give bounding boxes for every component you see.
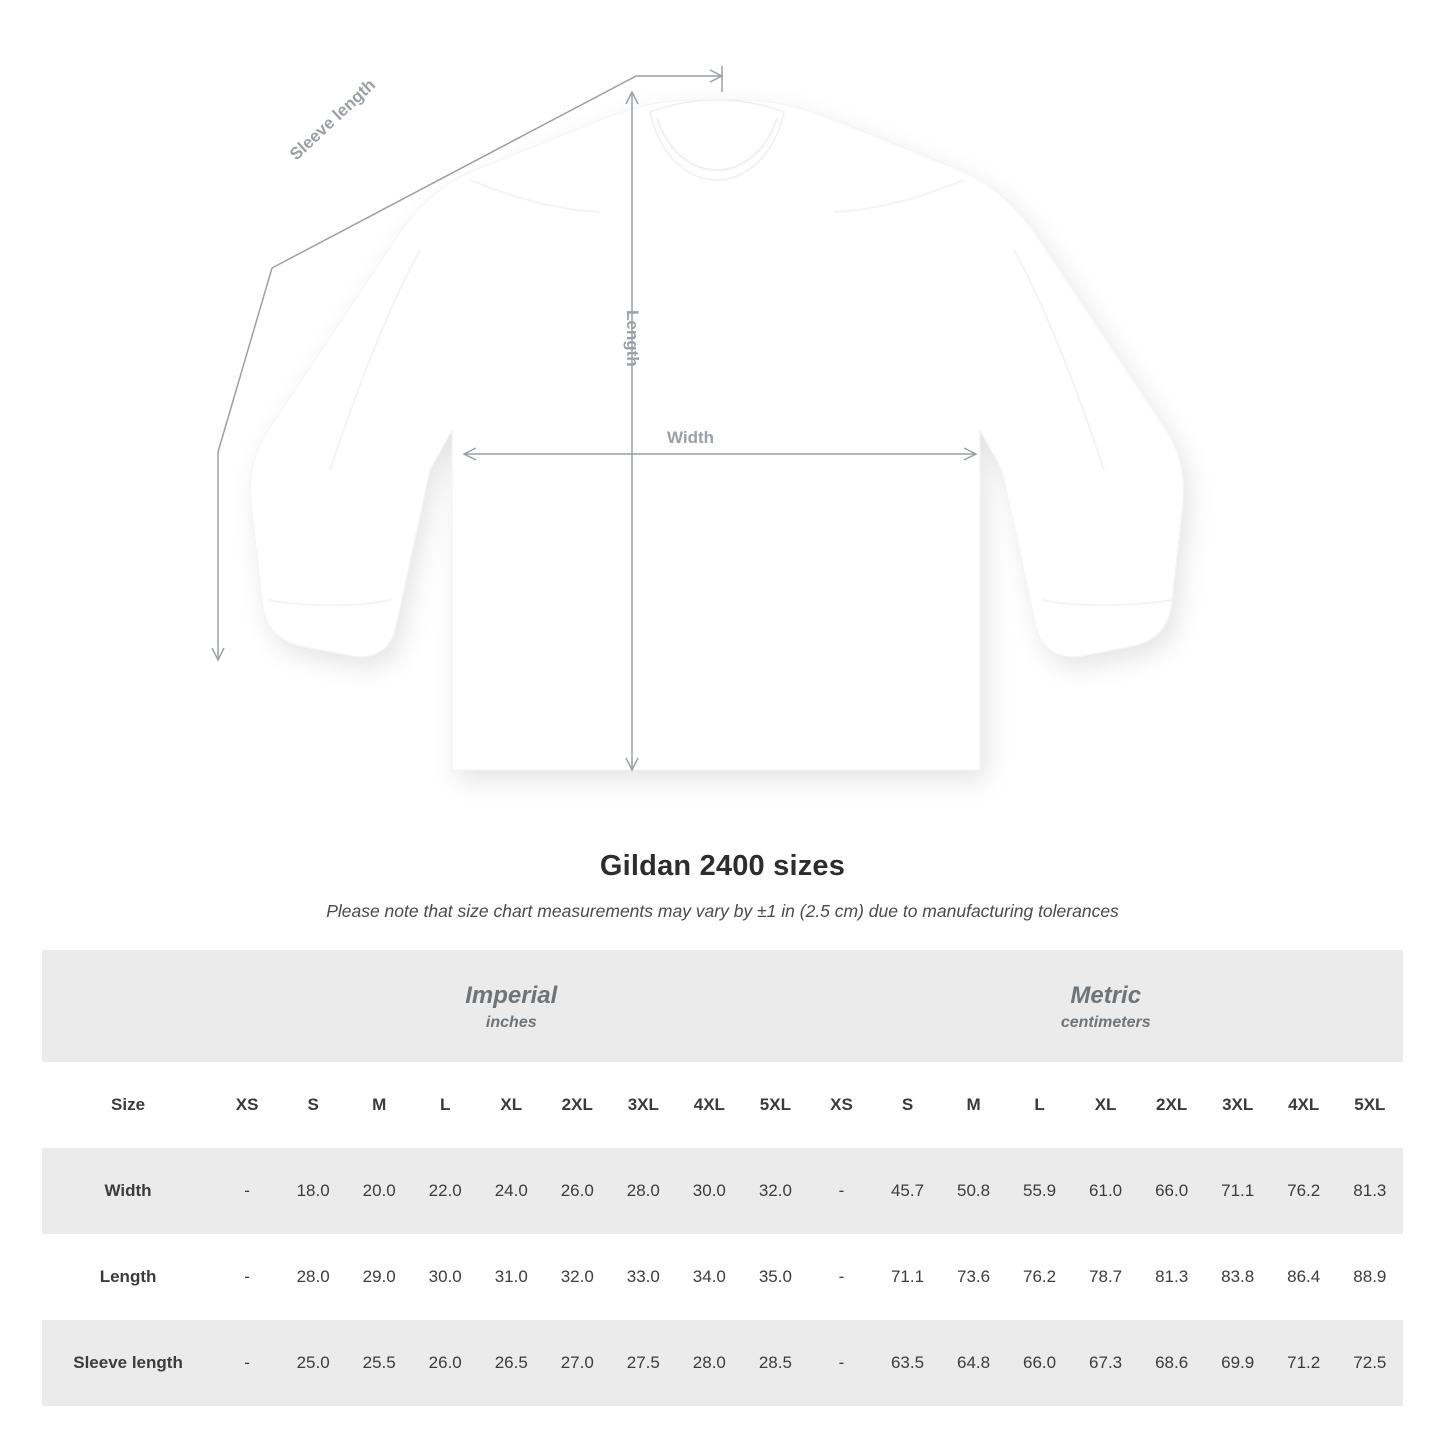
cell-sleeve-imperial-4: 26.5 xyxy=(478,1320,544,1406)
cell-sleeve-imperial-3: 26.0 xyxy=(412,1320,478,1406)
cell-width-imperial-4: 24.0 xyxy=(478,1148,544,1234)
cell-width-metric-7: 76.2 xyxy=(1271,1148,1337,1234)
size-col-metric-6: 3XL xyxy=(1205,1062,1271,1148)
cell-width-metric-1: 45.7 xyxy=(874,1148,940,1234)
row-label-width: Width xyxy=(42,1148,214,1234)
size-col-imperial-5: 2XL xyxy=(544,1062,610,1148)
size-chart-table xyxy=(42,950,1403,1406)
size-col-imperial-8: 5XL xyxy=(742,1062,808,1148)
size-header-row xyxy=(42,1062,1403,1148)
cell-width-imperial-0: - xyxy=(214,1148,280,1234)
cell-length-imperial-0: - xyxy=(214,1234,280,1320)
cell-sleeve-metric-0: - xyxy=(808,1320,874,1406)
cell-width-metric-2: 50.8 xyxy=(941,1148,1007,1234)
row-label-sleeve-length: Sleeve length xyxy=(42,1320,214,1406)
size-col-imperial-4: XL xyxy=(478,1062,544,1148)
unit-header-row xyxy=(42,950,1403,1062)
cell-sleeve-metric-3: 66.0 xyxy=(1007,1320,1073,1406)
unit-header-metric xyxy=(808,950,1403,1062)
cell-sleeve-imperial-0: - xyxy=(214,1320,280,1406)
sleeve-length-label: Sleeve length xyxy=(286,75,380,164)
imperial-sub: inches xyxy=(485,1013,537,1031)
metric-sub: centimeters xyxy=(1060,1013,1151,1031)
table-row xyxy=(42,1320,1403,1406)
cell-width-metric-4: 61.0 xyxy=(1073,1148,1139,1234)
width-label: Width xyxy=(667,428,715,447)
table-row xyxy=(42,1148,1403,1234)
cell-width-metric-8: 81.3 xyxy=(1337,1148,1403,1234)
cell-length-imperial-5: 32.0 xyxy=(544,1234,610,1320)
cell-length-imperial-8: 35.0 xyxy=(742,1234,808,1320)
cell-length-metric-2: 73.6 xyxy=(941,1234,1007,1320)
cell-sleeve-metric-4: 67.3 xyxy=(1073,1320,1139,1406)
cell-sleeve-metric-7: 71.2 xyxy=(1271,1320,1337,1406)
cell-sleeve-imperial-1: 25.0 xyxy=(280,1320,346,1406)
tolerance-note: Please note that size chart measurements may vary by ±1 in (2.5 cm) due to manufacturing tolerances xyxy=(326,901,1119,921)
metric-name: Metric xyxy=(1070,981,1142,1009)
size-header-cell: Size xyxy=(42,1062,214,1148)
size-chart-table-wrapper xyxy=(42,950,1403,1406)
cell-sleeve-metric-6: 69.9 xyxy=(1205,1320,1271,1406)
size-col-imperial-1: S xyxy=(280,1062,346,1148)
cell-width-imperial-7: 30.0 xyxy=(676,1148,742,1234)
size-col-metric-3: L xyxy=(1007,1062,1073,1148)
title-block xyxy=(0,850,1445,922)
imperial-name: Imperial xyxy=(465,981,558,1009)
size-col-imperial-6: 3XL xyxy=(610,1062,676,1148)
cell-length-metric-3: 76.2 xyxy=(1007,1234,1073,1320)
cell-length-metric-4: 78.7 xyxy=(1073,1234,1139,1320)
size-col-imperial-2: M xyxy=(346,1062,412,1148)
table-row xyxy=(42,1234,1403,1320)
size-col-metric-5: 2XL xyxy=(1139,1062,1205,1148)
cell-sleeve-imperial-6: 27.5 xyxy=(610,1320,676,1406)
cell-length-imperial-2: 29.0 xyxy=(346,1234,412,1320)
cell-length-metric-0: - xyxy=(808,1234,874,1320)
size-col-metric-0: XS xyxy=(808,1062,874,1148)
cell-width-imperial-2: 20.0 xyxy=(346,1148,412,1234)
cell-length-imperial-7: 34.0 xyxy=(676,1234,742,1320)
cell-sleeve-metric-5: 68.6 xyxy=(1139,1320,1205,1406)
size-col-imperial-7: 4XL xyxy=(676,1062,742,1148)
unit-header-imperial xyxy=(214,950,808,1062)
cell-length-metric-7: 86.4 xyxy=(1271,1234,1337,1320)
cell-length-imperial-4: 31.0 xyxy=(478,1234,544,1320)
cell-width-imperial-6: 28.0 xyxy=(610,1148,676,1234)
cell-sleeve-metric-1: 63.5 xyxy=(874,1320,940,1406)
cell-length-imperial-1: 28.0 xyxy=(280,1234,346,1320)
cell-length-imperial-3: 30.0 xyxy=(412,1234,478,1320)
size-col-metric-8: 5XL xyxy=(1337,1062,1403,1148)
cell-width-metric-6: 71.1 xyxy=(1205,1148,1271,1234)
size-col-metric-7: 4XL xyxy=(1271,1062,1337,1148)
cell-sleeve-imperial-5: 27.0 xyxy=(544,1320,610,1406)
size-col-metric-1: S xyxy=(874,1062,940,1148)
size-col-imperial-0: XS xyxy=(214,1062,280,1148)
cell-length-metric-8: 88.9 xyxy=(1337,1234,1403,1320)
cell-sleeve-metric-2: 64.8 xyxy=(941,1320,1007,1406)
unit-header-spacer xyxy=(42,950,214,1062)
cell-sleeve-metric-8: 72.5 xyxy=(1337,1320,1403,1406)
cell-width-imperial-3: 22.0 xyxy=(412,1148,478,1234)
row-label-length: Length xyxy=(42,1234,214,1320)
cell-width-metric-3: 55.9 xyxy=(1007,1148,1073,1234)
size-col-metric-4: XL xyxy=(1073,1062,1139,1148)
shirt-shape xyxy=(251,100,1184,770)
page-title: Gildan 2400 sizes xyxy=(599,850,846,882)
cell-sleeve-imperial-7: 28.0 xyxy=(676,1320,742,1406)
cell-width-metric-0: - xyxy=(808,1148,874,1234)
cell-width-imperial-1: 18.0 xyxy=(280,1148,346,1234)
cell-length-metric-1: 71.1 xyxy=(874,1234,940,1320)
size-col-metric-2: M xyxy=(941,1062,1007,1148)
cell-length-metric-6: 83.8 xyxy=(1205,1234,1271,1320)
cell-sleeve-imperial-8: 28.5 xyxy=(742,1320,808,1406)
cell-sleeve-imperial-2: 25.5 xyxy=(346,1320,412,1406)
cell-width-imperial-5: 26.0 xyxy=(544,1148,610,1234)
length-label: Length xyxy=(623,310,642,367)
size-col-imperial-3: L xyxy=(412,1062,478,1148)
cell-length-imperial-6: 33.0 xyxy=(610,1234,676,1320)
cell-width-metric-5: 66.0 xyxy=(1139,1148,1205,1234)
cell-width-imperial-8: 32.0 xyxy=(742,1148,808,1234)
cell-length-metric-5: 81.3 xyxy=(1139,1234,1205,1320)
